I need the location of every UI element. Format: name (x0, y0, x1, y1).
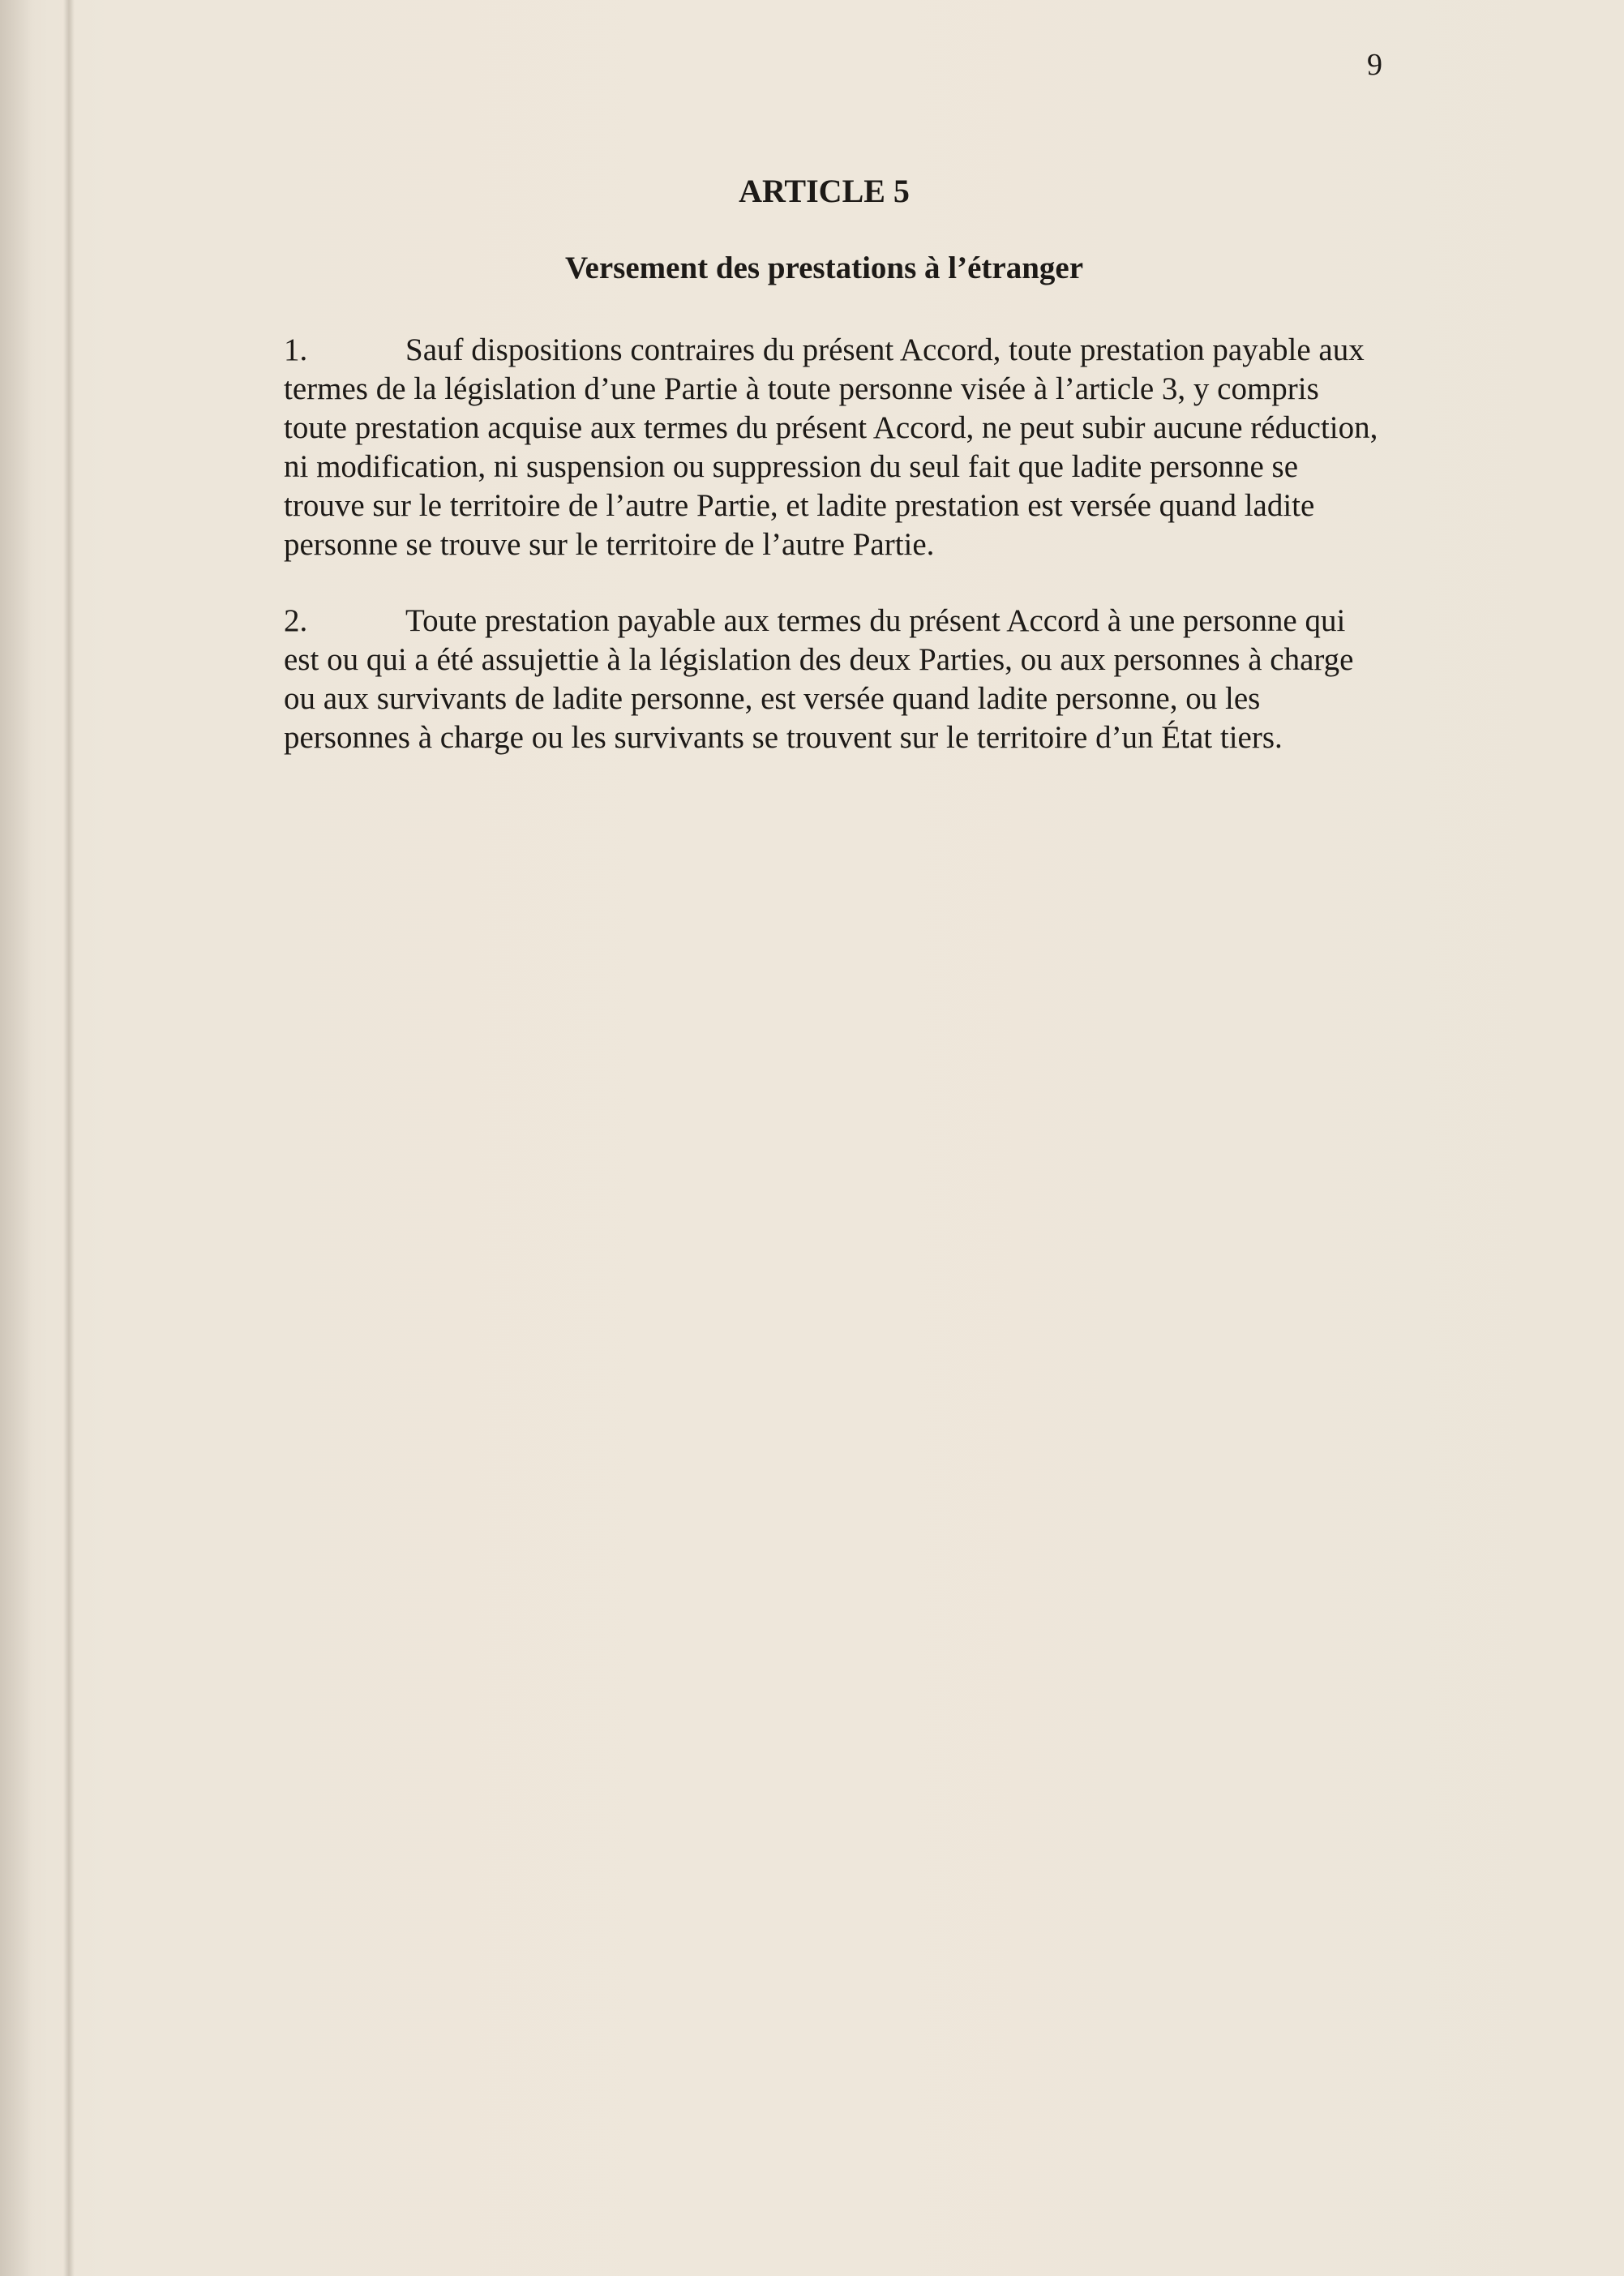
paragraph-1-number: 1. (284, 332, 308, 367)
article-title: ARTICLE 5 (739, 173, 910, 209)
paragraph-1 (284, 331, 1386, 564)
article-subtitle: Versement des prestations à l’étranger (564, 251, 1084, 285)
paragraph-2-number: 2. (284, 603, 308, 638)
page-edge-shadow (0, 0, 32, 2276)
paragraph-1-text: Sauf dispositions contraires du présent Accord, toute prestation payable aux termes de la législation d’une Partie à toute personne visée à l’article 3, y compris toute prestation acquise aux termes du présent Accord, ne peut subir aucune réduction, ni modification, ni suspension ou suppression du seul fait que ladite personne se trouve sur le territoire de l’autre Partie, et ladite prestation est versée quand ladite personne se trouve sur le territoire de l’autre Partie. (284, 332, 1378, 562)
paragraph-2 (284, 602, 1386, 757)
page-number: 9 (1367, 48, 1382, 82)
paragraph-2-text: Toute prestation payable aux termes du présent Accord à une personne qui est ou qui a été assujettie à la législation des deux Parties, ou aux personnes à charge ou aux survivants de ladite personne, est versée quand ladite personne, ou les personnes à charge ou les survivants se trouvent sur le territoire d’un État tiers. (284, 603, 1354, 755)
binding-shadow (63, 0, 75, 2276)
